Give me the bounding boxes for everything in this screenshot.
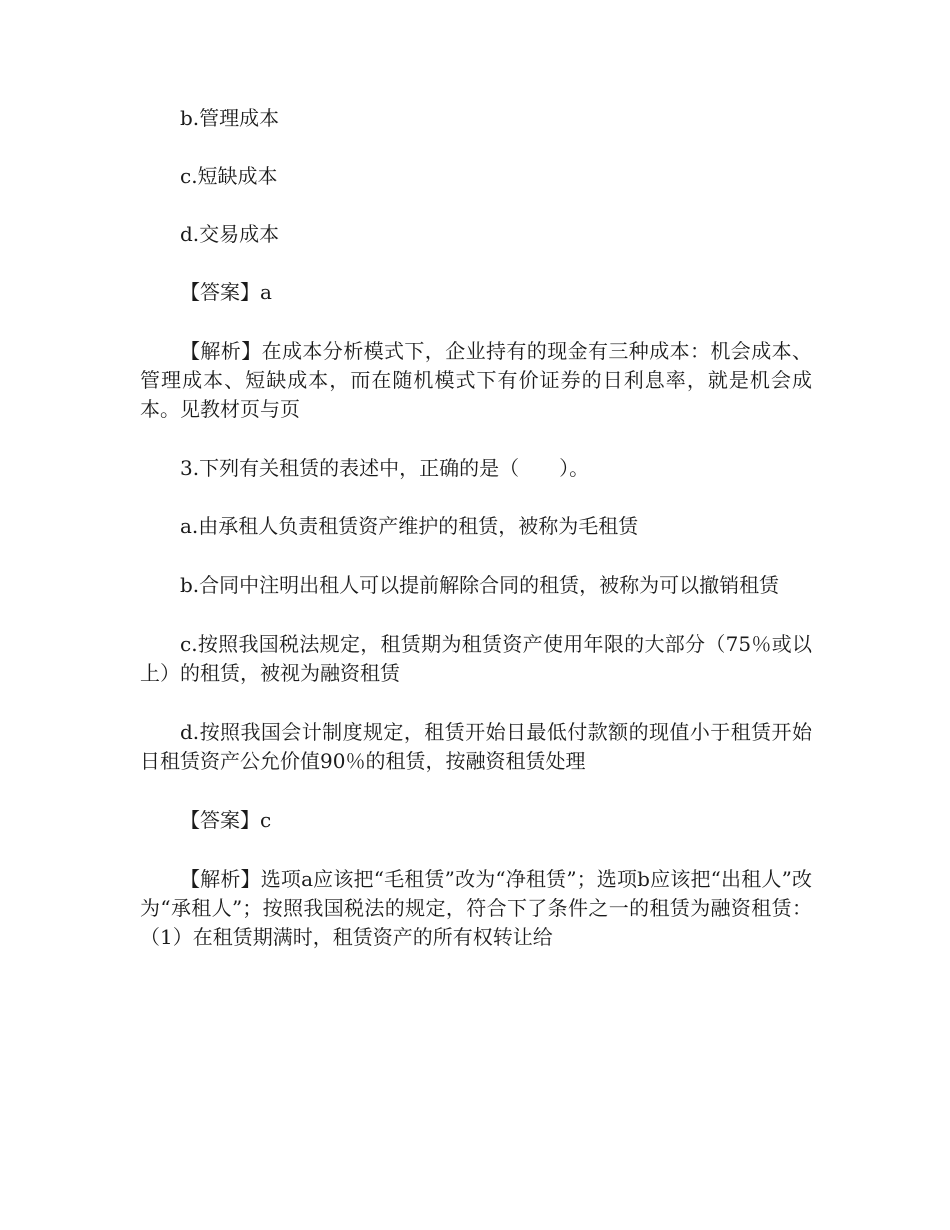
analysis-paragraph: 【解析】在成本分析模式下，企业持有的现金有三种成本：机会成本、管理成本、短缺成本，而在随机模式下有价证券的日利息率，就是机会成本。见教材页与页 (140, 339, 812, 421)
question-3-stem: 3.下列有关租赁的表述中，正确的是（ ）。 (180, 456, 590, 480)
question-3-option-b: b.合同中注明出租人可以提前解除合同的租赁，被称为可以撤销租赁 (180, 573, 780, 597)
analysis-paragraph: 【解析】选项a应该把“毛租赁”改为“净租赁”；选项b应该把“出租人”改为“承租人”；按照我国税法的规定，符合下了条件之一的租赁为融资租赁：（1）在租赁期满时，租赁资产的所有权转让给 (140, 867, 812, 949)
document-body (140, 104, 812, 952)
answer-label: 【答案】a (180, 280, 272, 304)
option-d-transaction-cost: d.交易成本 (180, 222, 280, 246)
option-b-management-cost: b.管理成本 (180, 106, 280, 130)
answer-label: 【答案】c (180, 808, 272, 832)
question-3-option-a: a.由承租人负责租赁资产维护的租赁，被称为毛租赁 (180, 514, 639, 538)
question-3-option-c: c.按照我国税法规定，租赁期为租赁资产使用年限的大部分（75％或以上）的租赁，被视为融资租赁 (140, 632, 812, 685)
option-c-shortage-cost: c.短缺成本 (180, 164, 278, 188)
question-3-option-d: d.按照我国会计制度规定，租赁开始日最低付款额的现值小于租赁开始日租赁资产公允价值90％的租赁，按融资租赁处理 (140, 720, 812, 773)
